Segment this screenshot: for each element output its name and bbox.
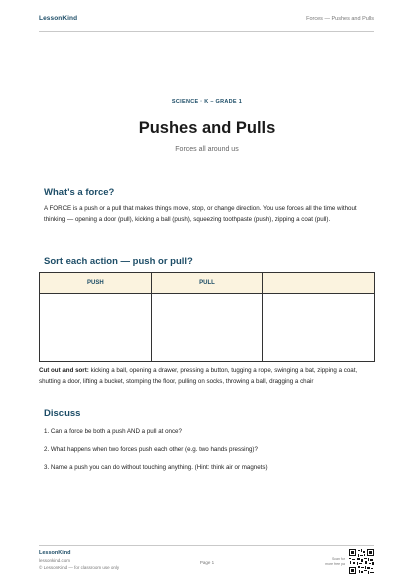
cutout-instructions xyxy=(39,365,375,387)
scan-prompt xyxy=(305,557,345,567)
scan-prompt-line-1: Scan for xyxy=(331,557,345,561)
subject-grade-kicker: SCIENCE · K – GRADE 1 xyxy=(171,99,243,105)
discuss-question-2: 2. What happens when two forces push each other (e.g. two hands pressing)? xyxy=(44,446,258,453)
header-divider xyxy=(39,31,374,32)
page-header xyxy=(0,0,414,34)
header-brand: LessonKind xyxy=(39,15,78,22)
footer-brand: LessonKind xyxy=(39,550,71,556)
page-number: Page 1 xyxy=(199,560,215,565)
page-title: Pushes and Pulls xyxy=(138,119,276,137)
sort-table xyxy=(39,272,375,362)
discuss-heading: Discuss xyxy=(44,408,81,419)
blank-column-cell xyxy=(263,294,374,361)
pull-column-cell xyxy=(152,294,264,361)
discuss-question-1: 1. Can a force be both a push AND a pull at once? xyxy=(44,428,182,435)
sort-table-header xyxy=(40,273,374,294)
sort-table-body xyxy=(40,294,374,361)
force-section-heading: What's a force? xyxy=(44,187,115,198)
pull-column-header: PULL xyxy=(152,273,264,293)
qr-code-icon xyxy=(349,549,374,574)
footer-divider xyxy=(39,545,374,546)
page-subtitle: Forces all around us xyxy=(175,146,239,153)
push-column-header: PUSH xyxy=(40,273,152,293)
footer-copyright: © LessonKind — for classroom use only xyxy=(39,565,120,570)
header-doc-title: Forces — Pushes and Pulls xyxy=(306,16,374,22)
blank-column-header xyxy=(263,273,374,293)
push-column-cell xyxy=(40,294,152,361)
force-section-body: A FORCE is a push or a pull that makes things move, stop, or change direction. You use forces all the time without thinking — opening a door (pull), kicking a ball (push), squeezing toothpaste (push), zipping a coat (pull). xyxy=(44,205,357,223)
cutout-list: kicking a ball, opening a drawer, pressing a button, tugging a rope, swinging a bat, zipping a coat, shutting a door, lifting a bucket, stomping the floor, pulling on socks, throwing a ball, dragging a chair xyxy=(39,367,358,385)
sort-section-heading: Sort each action — push or pull? xyxy=(44,256,193,267)
discuss-question-3: 3. Name a push you can do without touching anything. (Hint: think air or magnets) xyxy=(44,464,268,471)
footer-url[interactable]: lessonkind.com xyxy=(39,558,71,563)
scan-prompt-line-2: more free pa xyxy=(325,562,345,566)
cutout-label: Cut out and sort: xyxy=(39,367,89,374)
